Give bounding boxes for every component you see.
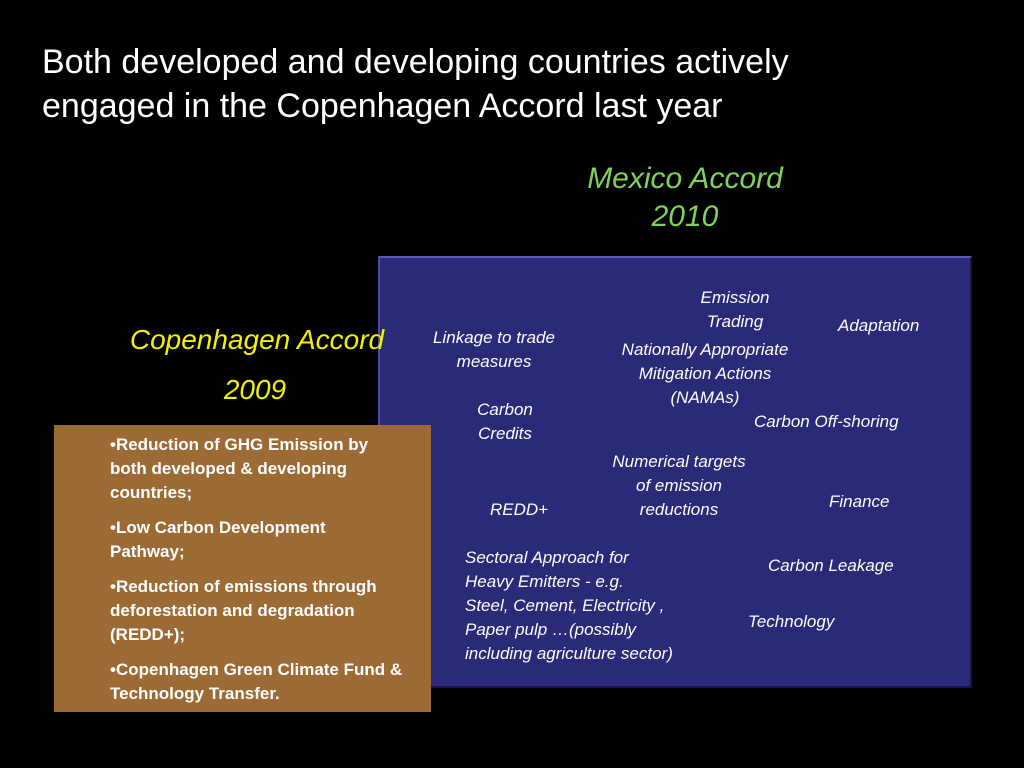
term-numerical-targets bbox=[590, 450, 768, 522]
term-line: measures bbox=[456, 352, 532, 371]
term-redd: REDD+ bbox=[490, 500, 549, 519]
term-line: Sectoral Approach for bbox=[465, 548, 629, 567]
term-line: Emission bbox=[700, 288, 770, 307]
term-line: Nationally Appropriate bbox=[621, 340, 789, 359]
bullet-item: •Reduction of emissions through deforestation and degradation (REDD+); bbox=[110, 577, 377, 644]
copenhagen-accord-name: Copenhagen Accord bbox=[129, 324, 385, 355]
term-line: Steel, Cement, Electricity , bbox=[465, 596, 665, 615]
mexico-accord-heading bbox=[540, 160, 830, 236]
slide-title bbox=[42, 40, 1002, 128]
term-finance: Finance bbox=[829, 492, 890, 511]
term-line: Mitigation Actions bbox=[638, 364, 772, 383]
term-technology: Technology bbox=[748, 612, 835, 631]
copenhagen-bullet-box bbox=[54, 425, 431, 712]
mexico-accord-year: 2010 bbox=[651, 200, 719, 233]
term-sectoral-approach bbox=[465, 546, 673, 666]
term-line: Paper pulp …(possibly bbox=[465, 620, 637, 639]
term-line: reductions bbox=[639, 500, 719, 519]
bullet-item: •Reduction of GHG Emission by both developed & developing countries; bbox=[110, 435, 369, 502]
term-line: (NAMAs) bbox=[670, 388, 740, 407]
term-line: Carbon bbox=[477, 400, 533, 419]
term-line: including agriculture sector) bbox=[465, 644, 673, 663]
mexico-accord-name: Mexico Accord bbox=[587, 162, 783, 195]
term-carbon-leakage: Carbon Leakage bbox=[768, 556, 894, 575]
term-linkage-trade bbox=[416, 326, 572, 374]
term-carbon-credits bbox=[458, 398, 552, 446]
term-adaptation: Adaptation bbox=[838, 316, 920, 335]
term-line: of emission bbox=[636, 476, 722, 495]
term-carbon-offshoring: Carbon Off-shoring bbox=[754, 412, 899, 431]
bullet-item: •Low Carbon Development Pathway; bbox=[110, 518, 326, 561]
term-line: Heavy Emitters - e.g. bbox=[465, 572, 624, 591]
term-line: Credits bbox=[478, 424, 532, 443]
title-line-1: Both developed and developing countries actively bbox=[42, 43, 789, 81]
term-line: Numerical targets bbox=[612, 452, 746, 471]
term-line: Trading bbox=[706, 312, 764, 331]
copenhagen-accord-year: 2009 bbox=[223, 374, 287, 405]
bullet-item: •Copenhagen Green Climate Fund & Technology Transfer. bbox=[110, 660, 403, 703]
term-emission-trading bbox=[676, 286, 794, 334]
title-line-2: engaged in the Copenhagen Accord last year bbox=[42, 87, 723, 125]
term-line: Linkage to trade bbox=[433, 328, 555, 347]
term-namas bbox=[600, 338, 810, 410]
